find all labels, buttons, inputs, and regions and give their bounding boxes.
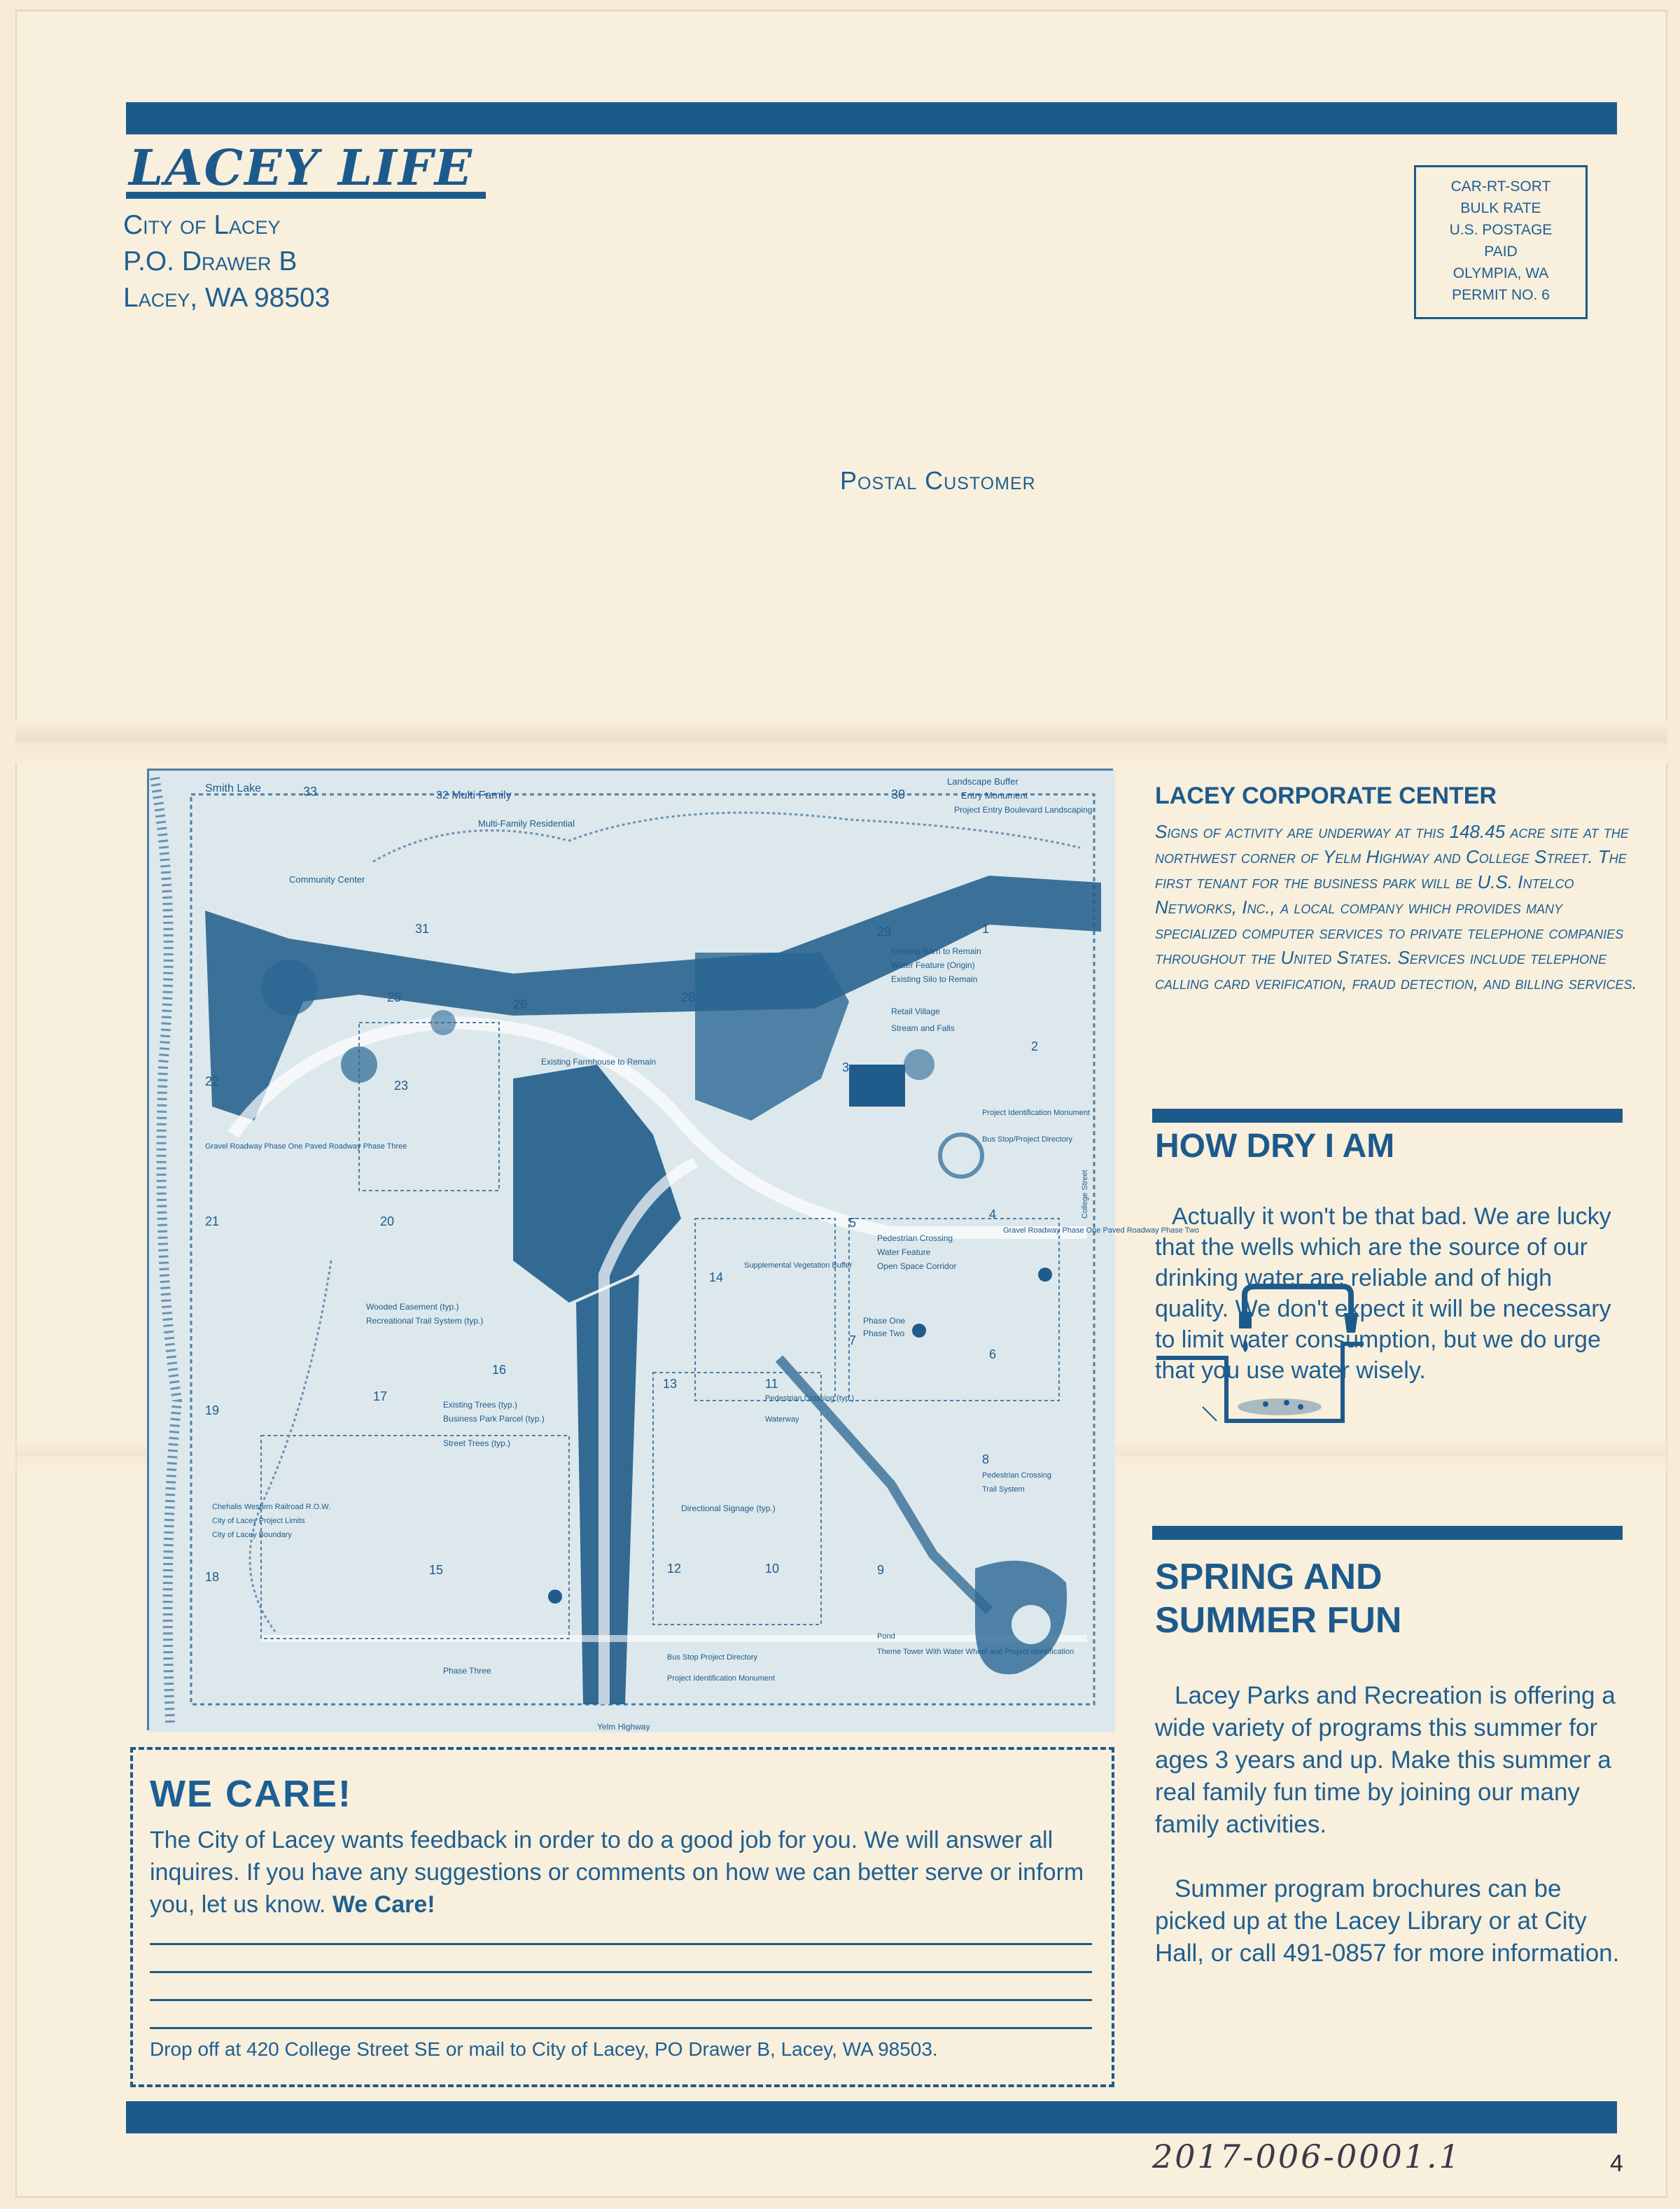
write-in-line[interactable]: [150, 2027, 1092, 2029]
top-rule: [126, 102, 1617, 134]
map-label: Pedestrian Crossing (typ.): [765, 1394, 855, 1403]
parcel-number: 19: [205, 1403, 220, 1417]
map-label: Stream and Falls: [891, 1023, 955, 1033]
spring-summer-title-line: SPRING AND: [1155, 1557, 1382, 1597]
parcel-number: 14: [709, 1270, 724, 1284]
map-label: Pedestrian Crossing: [982, 1471, 1052, 1480]
map-label: Supplemental Vegetation Buffer: [744, 1261, 853, 1270]
section-rule: [1152, 1109, 1623, 1123]
map-label: Trail System: [982, 1485, 1025, 1494]
map-label: Street Trees (typ.): [443, 1438, 511, 1448]
map-label: Open Space Corridor: [877, 1261, 957, 1271]
postage-indicia: [1414, 165, 1588, 319]
map-label: Gravel Roadway Phase One Paved Roadway Phase Three: [205, 1142, 407, 1151]
parcel-number: 12: [667, 1562, 682, 1576]
map-label: Phase Two: [863, 1328, 905, 1338]
parcel-number: 17: [373, 1389, 388, 1403]
postage-line: U.S. POSTAGE: [1449, 222, 1553, 238]
map-label: Entry Monument: [961, 790, 1028, 801]
parcel-number: 26: [513, 997, 528, 1011]
postage-line: BULK RATE: [1460, 200, 1541, 216]
postage-line: PERMIT NO. 6: [1452, 287, 1550, 303]
map-label: Chehalis Western Railroad R.O.W.: [212, 1503, 331, 1511]
map-label: Pedestrian Crossing: [877, 1233, 953, 1243]
map-label: Water Feature: [877, 1247, 931, 1257]
we-care-footer: Drop off at 420 College Street SE or mail to City of Lacey, PO Drawer B, Lacey, WA 98503.: [150, 2038, 938, 2060]
map-label: Existing Trees (typ.): [443, 1400, 518, 1410]
parcel-number: 30: [891, 787, 906, 801]
parcel-number: 25: [387, 990, 402, 1004]
write-in-line[interactable]: [150, 1999, 1092, 2001]
parcel-number: 22: [205, 1074, 220, 1088]
we-care-title: WE CARE!: [150, 1773, 352, 1815]
parcel-number: 18: [205, 1570, 220, 1584]
map-label: Smith Lake: [205, 783, 262, 794]
masthead-logo: LACEY LIFE: [126, 146, 486, 199]
parcel-number: 6: [989, 1347, 997, 1361]
site-plan-drawing: [149, 771, 1199, 1732]
site-plan-map: [147, 769, 1199, 1732]
parcel-number: 10: [765, 1562, 780, 1576]
map-label: Recreational Trail System (typ.): [366, 1316, 484, 1326]
write-in-line[interactable]: [150, 1971, 1092, 1973]
parcel-number: 21: [205, 1214, 220, 1228]
how-dry-text: Actually it won't be that bad. We are lucky that the wells which are the source of our drinking water are reliable and of high quality. We don't expect it will be necessary to limit water consumption, but we do urge that you use water wisely.: [1155, 1203, 1611, 1384]
address-line: City of Lacey: [123, 210, 281, 240]
parcel-number: 13: [663, 1377, 678, 1391]
we-care-body: [150, 1824, 1095, 1921]
parcel-number: 11: [765, 1377, 778, 1391]
parcel-number: 23: [394, 1079, 409, 1093]
map-label: Project Identification Monument: [667, 1674, 776, 1683]
we-care-text: The City of Lacey wants feedback in order to do a good job for you. We will answer all inquires. If you have any suggestions or comments on how we can better serve or inform you, let us know.: [150, 1827, 1084, 1918]
address-line: P.O. Drawer B: [123, 246, 298, 276]
map-label: Wooded Easement (typ.): [366, 1302, 459, 1312]
catalog-number: 2017-006-0001.1: [1152, 2138, 1462, 2175]
parcel-number: 2: [1031, 1039, 1039, 1053]
parcel-number: 31: [415, 922, 430, 936]
map-label: Retail Village: [891, 1007, 940, 1016]
map-label: Project Entry Boulevard Landscaping: [954, 805, 1093, 815]
spring-summer-title: [1155, 1555, 1401, 1642]
parcel-number: 29: [877, 925, 892, 939]
map-label: Existing Barn to Remain: [891, 946, 981, 956]
spring-summer-paragraph: Lacey Parks and Recreation is offering a wide variety of programs this summer for ages 3 years and up. Make this summer a real family fun time by joining our many family activities.: [1155, 1682, 1616, 1838]
map-label: 32 Multi Family: [436, 790, 512, 801]
parcel-number: 7: [849, 1333, 857, 1347]
map-label: Community Center: [289, 874, 365, 885]
map-label: Pond: [877, 1632, 895, 1641]
parcel-number: 33: [303, 785, 318, 799]
map-label: Yelm Highway: [597, 1722, 650, 1732]
section-rule: [1152, 1526, 1623, 1540]
recipient-line: Postal Customer: [840, 466, 1036, 495]
postage-line: OLYMPIA, WA: [1452, 265, 1549, 281]
parcel-number: 15: [429, 1563, 444, 1577]
address-line: Lacey, WA 98503: [123, 283, 330, 313]
map-label: City of Lacey Boundary: [212, 1531, 292, 1539]
we-care-emphasis: We Care!: [332, 1891, 435, 1918]
map-label: Multi-Family Residential: [478, 818, 575, 829]
map-label: Project Identification Monument: [982, 1109, 1091, 1117]
map-label: Water Feature (Origin): [891, 960, 975, 970]
write-in-line[interactable]: [150, 1943, 1092, 1945]
parcel-number: 8: [982, 1452, 990, 1466]
page-fold: [15, 721, 1667, 763]
map-label: Theme Tower With Water Wheel and Project Identification: [877, 1648, 1074, 1656]
parcel-number: 16: [492, 1363, 507, 1377]
parcel-number: 28: [681, 990, 696, 1004]
page-number: 4: [1610, 2150, 1623, 2177]
parcel-number: 1: [982, 922, 990, 936]
map-label: Phase One: [863, 1316, 906, 1326]
map-label: Bus Stop/Project Directory: [982, 1135, 1072, 1144]
postage-line: CAR-RT-SORT: [1450, 178, 1551, 195]
bottom-rule: [126, 2101, 1617, 2133]
how-dry-body: [1155, 1201, 1624, 1386]
parcel-number: 20: [380, 1214, 395, 1228]
how-dry-title: HOW DRY I AM: [1155, 1128, 1395, 1165]
map-label: Bus Stop Project Directory: [667, 1653, 757, 1662]
map-label: Directional Signage (typ.): [681, 1503, 776, 1513]
spring-summer-body: [1155, 1680, 1632, 2002]
map-label: Phase Three: [443, 1666, 491, 1676]
parcel-number: 4: [989, 1207, 997, 1221]
postage-line: PAID: [1484, 244, 1518, 260]
map-label: Landscape Buffer: [947, 776, 1018, 787]
map-label: Existing Silo to Remain: [891, 974, 978, 984]
map-label: Waterway: [765, 1415, 799, 1424]
return-address: [123, 207, 330, 316]
spring-summer-title-line: SUMMER FUN: [1155, 1600, 1402, 1641]
map-label: Existing Farmhouse to Remain: [541, 1057, 657, 1067]
map-label: Business Park Parcel (typ.): [443, 1414, 545, 1424]
map-label: College Street: [1081, 1170, 1089, 1219]
spring-summer-paragraph: Summer program brochures can be picked up at the Lacey Library or at City Hall, or call 491-0857 for more information.: [1155, 1875, 1620, 1967]
parcel-number: 3: [842, 1060, 850, 1074]
parcel-number: 5: [849, 1216, 857, 1230]
map-label: Gravel Roadway Phase One Paved Roadway Phase Two: [1003, 1226, 1199, 1235]
parcel-number: 9: [877, 1563, 885, 1577]
we-care-coupon: [130, 1747, 1114, 2087]
map-label: City of Lacey Project Limits: [212, 1517, 305, 1525]
corporate-center-body: Signs of activity are underway at this 148.45 acre site at the northwest corner of Yelm Highway and College Street. The first tenant for the business park will be U.S. Intelco Networks, Inc., a local company which provides many specialized computer services to private telephone companies throughout the United States. Services include telephone calling card verification, fraud detection, and billing services.: [1155, 821, 1637, 993]
corporate-center-title: LACEY CORPORATE CENTER: [1155, 783, 1497, 809]
